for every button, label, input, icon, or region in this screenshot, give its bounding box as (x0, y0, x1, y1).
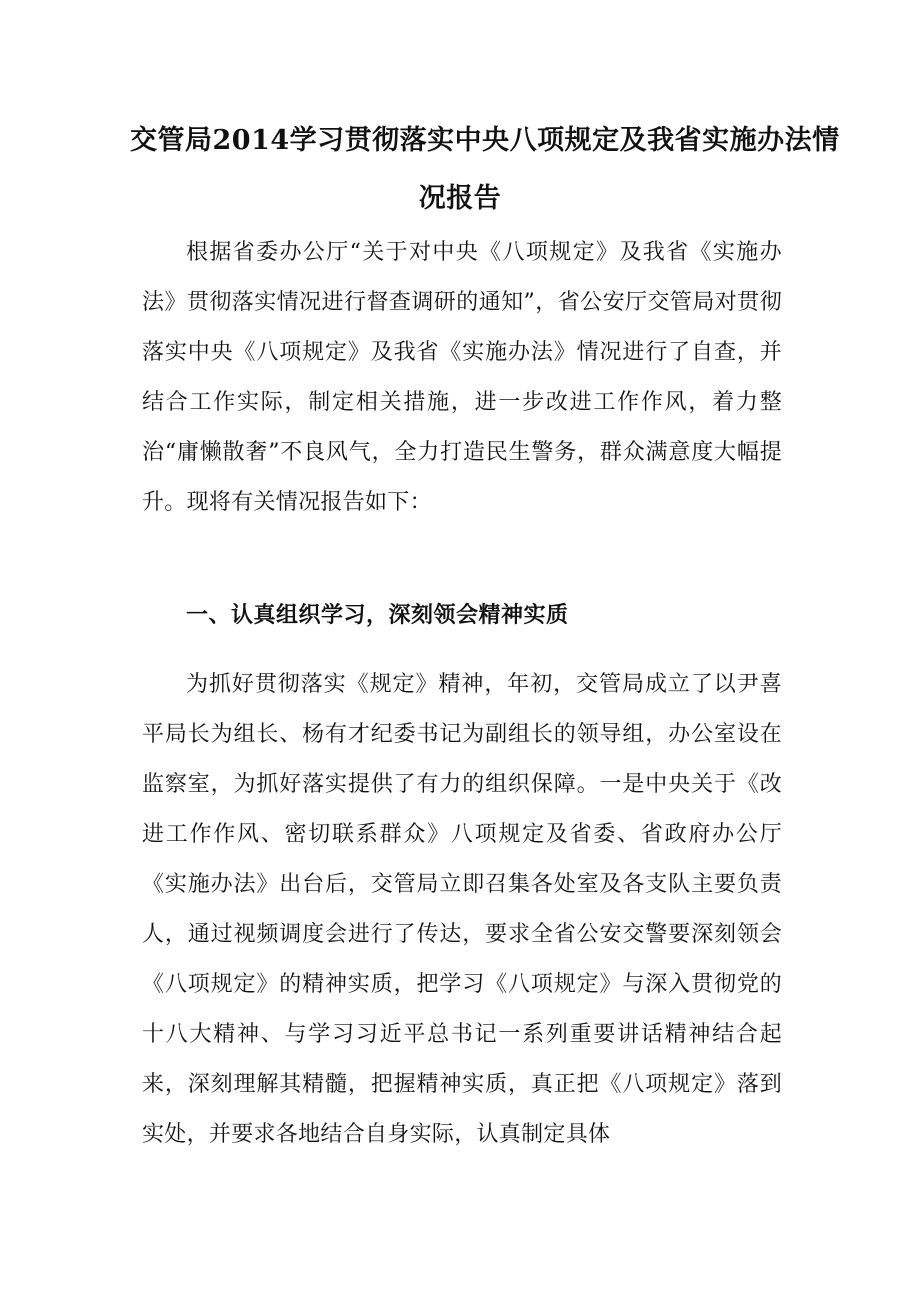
document-title (130, 112, 840, 228)
document-title-line-1: 交管局2014学习贯彻落实中央八项规定及我省实施办法情 (130, 125, 840, 156)
section-1-heading: 一、认真组织学习，深刻领会精神实质 (186, 602, 569, 628)
section-1-paragraph: 为抓好贯彻落实《规定》精神，年初，交管局成立了以尹喜平局长为组长、杨有才纪委书记为副组长的领导组，办公室设在监察室，为抓好落实提供了有力的组织保障。一是中央关于《改进工作作风、密切联系群众》八项规定及省委、省政府办公厅《实施办法》出台后，交管局立即召集各处室及各支队主要负责人，通过视频调度会进行了传达，要求全省公安交警要深刻领会《八项规定》的精神实质，把学习《八项规定》与深入贯彻党的十八大精神、与学习习近平总书记一系列重要讲话精神结合起来，深刻理解其精髓，把握精神实质，真正把《八项规定》落到实处，并要求各地结合自身实际，认真制定具体 (142, 672, 782, 1147)
document-title-line-2: 况报告 (418, 183, 502, 214)
intro-paragraph: 根据省委办公厅“关于对中央《八项规定》及我省《实施办法》贯彻落实情况进行督查调研的通知”，省公安厅交管局对贯彻落实中央《八项规定》及我省《实施办法》情况进行了自查，并结合工作实际，制定相关措施，进一步改进工作作风，着力整治“庸懒散奢”不良风气，全力打造民生警务，群众满意度大幅提升。现将有关情况报告如下： (142, 240, 782, 515)
